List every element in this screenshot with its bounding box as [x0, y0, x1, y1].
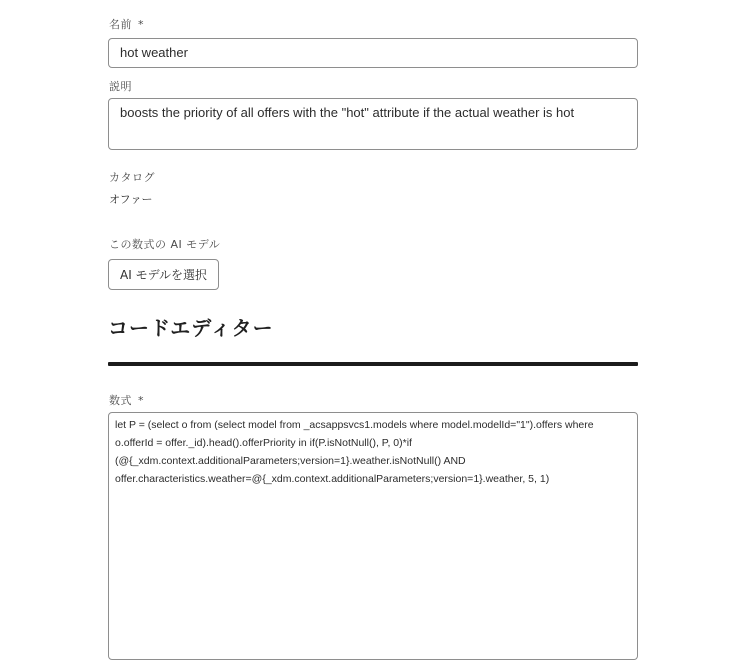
description-label-text: 説明 [109, 80, 132, 93]
required-mark: * [138, 18, 144, 31]
catalog-label [109, 169, 155, 185]
description-field[interactable]: boosts the priority of all offers with the "hot" attribute if the actual weather is hot [108, 98, 638, 150]
formula-editor[interactable]: let P = (select o from (select model from _acsappsvcs1.models where model.modelId="1").offers where o.offerId = offer._id).head().offerPriority in if(P.isNotNull(), P, 0)*if (@{_xdm.context.additionalParameters;version=1}.weather.isNotNull() AND offer.characteristics.weather=@{_xdm.context.additionalParameters;version=1}.weather, 5, 1) [108, 412, 638, 660]
select-ai-model-button[interactable]: AI モデルを選択 [108, 259, 219, 290]
formula-label [109, 392, 144, 408]
ai-model-label [109, 236, 220, 252]
catalog-label-text: カタログ [109, 171, 155, 184]
name-field[interactable]: hot weather [108, 38, 638, 68]
name-label [109, 16, 144, 32]
code-editor-tab-underline [108, 362, 638, 366]
name-label-text: 名前 [109, 18, 132, 31]
formula-label-text: 数式 [109, 394, 132, 407]
required-mark: * [138, 394, 144, 407]
description-label [109, 78, 132, 94]
catalog-value: オファー [109, 193, 153, 206]
code-editor-heading: コードエディター [108, 316, 274, 340]
ai-model-label-text: この数式の AI モデル [109, 238, 221, 251]
